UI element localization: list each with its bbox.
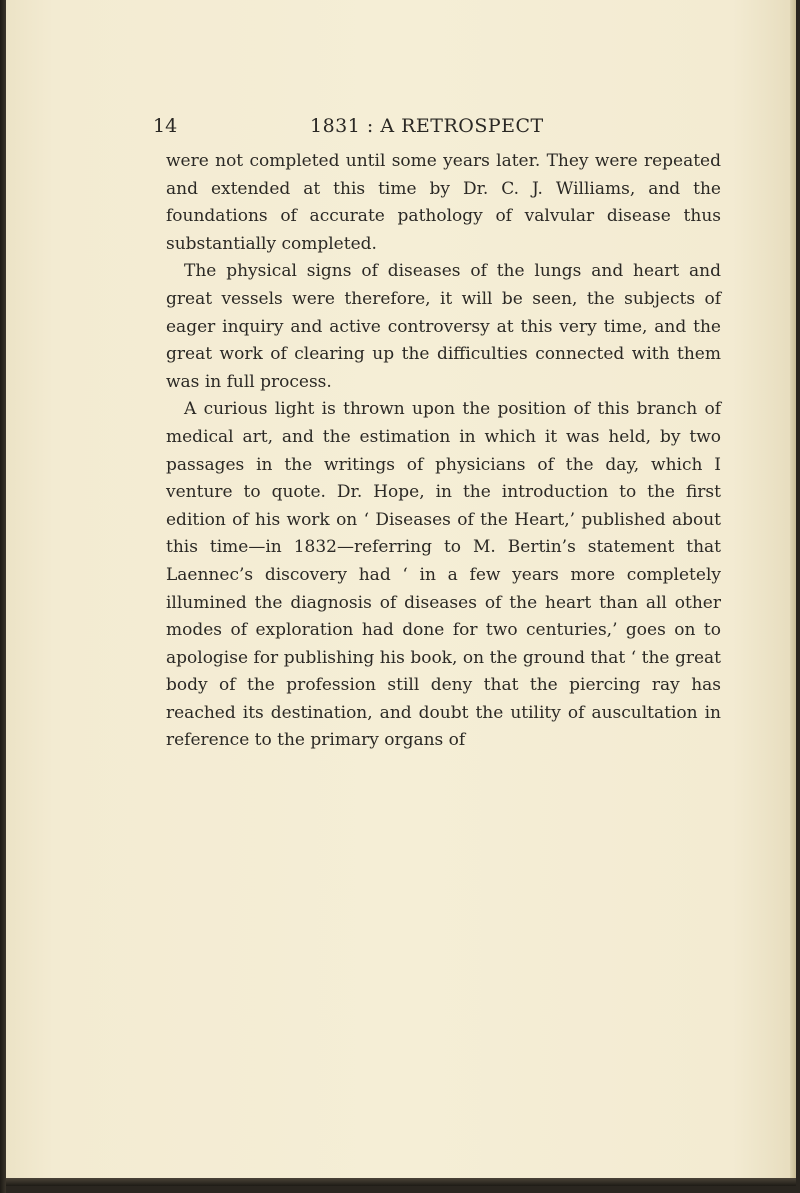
page-edge-bottom — [6, 1178, 796, 1186]
running-title: 1831 : A RETROSPECT — [310, 115, 544, 137]
paragraph-curious-light: A curious light is thrown upon the position of this branch of medical art, and the estimation in which it was held, by two passages in the writings of physicians of the day, which I venture to quote. Dr. Hope, in the introduction to the first edition of his work on ‘ Diseases of the Heart,’ published about this time—in 1832—referring to M. Bertin’s statement that Laennec’s discovery had ‘ in a few years more completely illumined the diagnosis of diseases of the heart than all other modes of exploration had done for two centuries,’ goes on to apologise for publishing his book, on the ground that ‘ the great body of the profession still deny that the piercing ray has reached its destination, and doubt the utility of auscultation in reference to the primary organs of — [166, 399, 721, 751]
page-edge-right — [790, 0, 796, 1186]
body-text — [166, 148, 721, 755]
running-head — [153, 115, 715, 139]
book-page — [6, 0, 796, 1186]
paragraph-physical-signs: The physical signs of diseases of the lungs and heart and great vessels were therefore, it will be seen, the subjects of eager inquiry and active controversy at this very time, and the great work of clearing up the difficulties connected with them was in full process. — [166, 261, 721, 392]
page-number: 14 — [153, 115, 178, 137]
paragraph-continued: were not completed until some years later. They were repeated and extended at this time by Dr. C. J. Williams, and the foundations of accurate pathology of valvular disease thus substantially completed. — [166, 151, 721, 254]
